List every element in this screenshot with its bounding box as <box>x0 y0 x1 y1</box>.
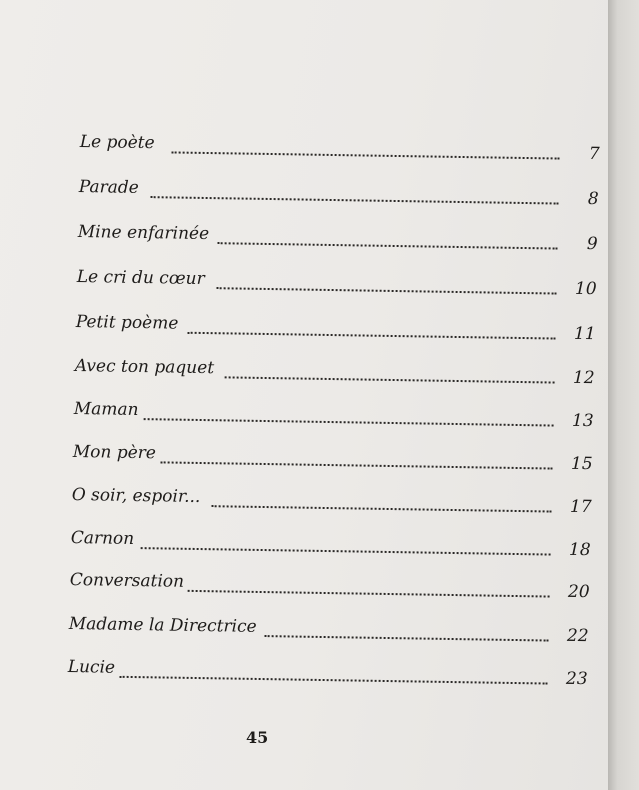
toc-entry-page: 11 <box>573 323 596 345</box>
toc-entry-page: 15 <box>570 453 593 475</box>
toc-entry-page: 9 <box>586 233 598 255</box>
toc-entry-page: 20 <box>567 581 590 603</box>
toc-entry <box>71 524 591 562</box>
toc-entry-page: 8 <box>587 188 599 210</box>
toc-entry-title: Conversation <box>69 569 185 592</box>
toc-entry-page: 18 <box>568 539 591 561</box>
toc-entry <box>79 173 599 211</box>
toc-entry-title: Mine enfarinée <box>77 221 210 245</box>
dot-leader <box>188 328 556 340</box>
toc-entry <box>69 610 589 648</box>
toc-entry-title: Le poète <box>79 131 155 154</box>
toc-entry-page: 10 <box>574 278 597 300</box>
dot-leader <box>225 372 555 383</box>
toc-entry-page: 22 <box>566 625 589 647</box>
dot-leader <box>161 457 553 469</box>
dot-leader <box>120 672 548 685</box>
toc-entry-title: Mon père <box>72 441 157 464</box>
toc-entry <box>73 438 593 476</box>
toc-entry-title: Avec ton paquet <box>74 355 215 379</box>
toc-entry-title: Carnon <box>70 527 135 549</box>
toc-entry-page: 13 <box>571 410 594 432</box>
toc-entry-title: Maman <box>73 398 139 421</box>
toc-entry <box>70 566 590 604</box>
toc-entry-title: Petit poème <box>75 311 179 334</box>
toc-entry <box>78 218 598 256</box>
dot-leader <box>188 586 550 598</box>
toc-entry-page: 12 <box>572 367 595 389</box>
toc-entry-title: Parade <box>78 176 139 198</box>
toc-entry <box>77 263 597 301</box>
toc-entry-page: 23 <box>565 668 588 690</box>
dot-leader <box>151 192 559 204</box>
toc-entry-page: 7 <box>588 143 600 165</box>
toc-entry <box>76 308 596 346</box>
toc-entry-page: 17 <box>569 496 592 518</box>
dot-leader <box>218 238 558 249</box>
page-edge <box>608 0 639 790</box>
toc-entry <box>80 128 600 166</box>
dot-leader <box>144 414 554 426</box>
dot-leader <box>212 501 552 512</box>
page-number: 45 <box>246 728 269 747</box>
dot-leader <box>141 543 551 555</box>
dot-leader <box>265 631 549 641</box>
toc-entry <box>74 395 594 433</box>
toc-entry <box>68 653 588 691</box>
toc-entry <box>72 481 592 519</box>
toc-entry-title: Madame la Directrice <box>68 613 257 637</box>
toc-entry-title: O soir, espoir... <box>71 484 201 508</box>
toc-entry-title: Le cri du cœur <box>76 266 205 290</box>
dot-leader <box>217 283 557 294</box>
dot-leader <box>172 147 560 159</box>
toc-entry <box>75 352 595 390</box>
toc-entry-title: Lucie <box>67 656 116 678</box>
